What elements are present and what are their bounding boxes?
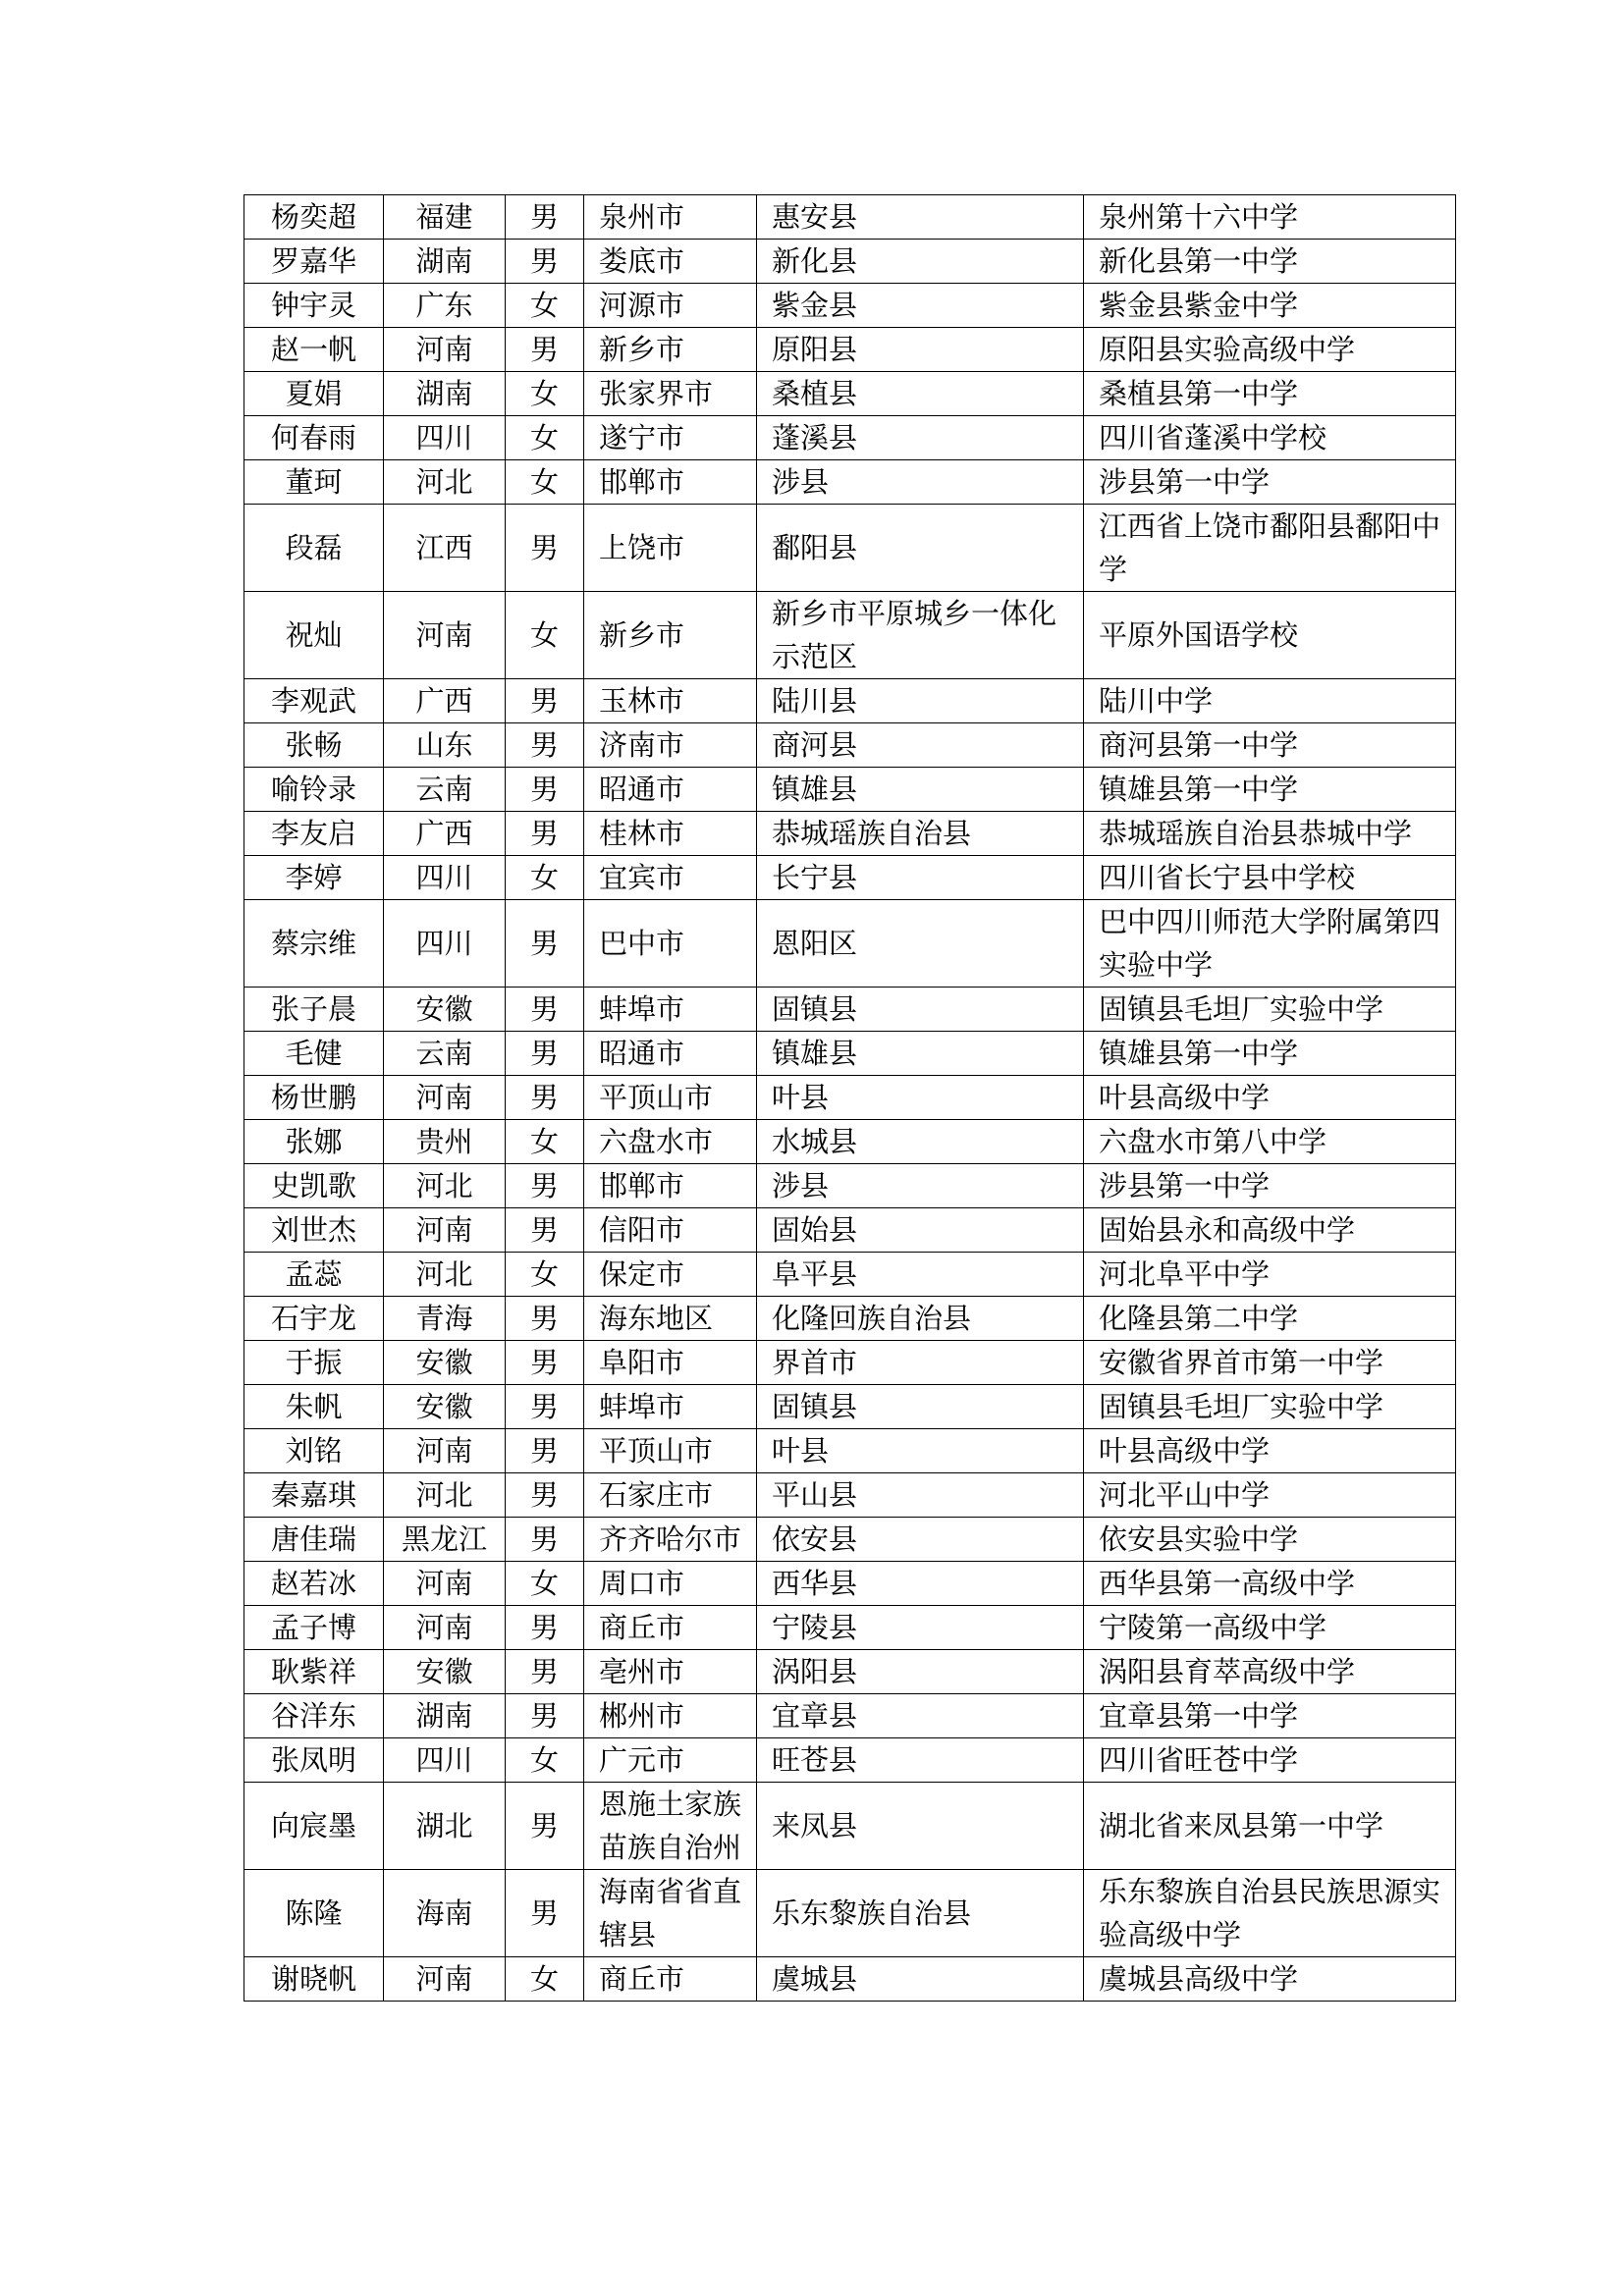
- province-cell: 青海: [384, 1297, 506, 1341]
- student-name-cell: 张娜: [244, 1120, 384, 1164]
- school-cell: 新化县第一中学: [1084, 240, 1456, 284]
- county-cell: 固始县: [757, 1208, 1084, 1253]
- city-cell: 商丘市: [584, 1606, 757, 1650]
- table-row: [244, 856, 1456, 900]
- school-cell: 桑植县第一中学: [1084, 372, 1456, 416]
- student-name-cell: 张凤明: [244, 1738, 384, 1783]
- city-cell: 上饶市: [584, 505, 757, 592]
- province-cell: 黑龙江: [384, 1518, 506, 1562]
- school-cell: 叶县高级中学: [1084, 1429, 1456, 1473]
- province-cell: 安徽: [384, 1385, 506, 1429]
- gender-cell: 男: [506, 900, 584, 988]
- city-cell: 海东地区: [584, 1297, 757, 1341]
- city-cell: 巴中市: [584, 900, 757, 988]
- gender-cell: 女: [506, 416, 584, 460]
- gender-cell: 男: [506, 1297, 584, 1341]
- school-cell: 紫金县紫金中学: [1084, 284, 1456, 328]
- province-cell: 河南: [384, 1562, 506, 1606]
- county-cell: 桑植县: [757, 372, 1084, 416]
- city-cell: 宜宾市: [584, 856, 757, 900]
- student-name-cell: 张畅: [244, 723, 384, 768]
- gender-cell: 男: [506, 1032, 584, 1076]
- gender-cell: 男: [506, 505, 584, 592]
- school-cell: 镇雄县第一中学: [1084, 1032, 1456, 1076]
- gender-cell: 男: [506, 1385, 584, 1429]
- gender-cell: 男: [506, 1076, 584, 1120]
- gender-cell: 男: [506, 723, 584, 768]
- county-cell: 涉县: [757, 460, 1084, 505]
- student-name-cell: 李观武: [244, 679, 384, 723]
- school-cell: 虞城县高级中学: [1084, 1957, 1456, 2002]
- school-cell: 陆川中学: [1084, 679, 1456, 723]
- table-row: [244, 1473, 1456, 1518]
- student-name-cell: 李友启: [244, 812, 384, 856]
- table-row: [244, 195, 1456, 240]
- student-name-cell: 朱帆: [244, 1385, 384, 1429]
- school-cell: 巴中四川师范大学附属第四实验中学: [1084, 900, 1456, 988]
- city-cell: 六盘水市: [584, 1120, 757, 1164]
- roster-body: [244, 195, 1456, 2002]
- city-cell: 河源市: [584, 284, 757, 328]
- table-row: [244, 284, 1456, 328]
- table-row: [244, 1297, 1456, 1341]
- city-cell: 平顶山市: [584, 1429, 757, 1473]
- gender-cell: 男: [506, 1606, 584, 1650]
- table-row: [244, 1253, 1456, 1297]
- table-row: [244, 1164, 1456, 1208]
- school-cell: 涡阳县育萃高级中学: [1084, 1650, 1456, 1694]
- county-cell: 阜平县: [757, 1253, 1084, 1297]
- gender-cell: 男: [506, 1783, 584, 1870]
- school-cell: 泉州第十六中学: [1084, 195, 1456, 240]
- table-row: [244, 1694, 1456, 1738]
- school-cell: 江西省上饶市鄱阳县鄱阳中学: [1084, 505, 1456, 592]
- province-cell: 福建: [384, 195, 506, 240]
- gender-cell: 男: [506, 812, 584, 856]
- table-row: [244, 240, 1456, 284]
- province-cell: 河南: [384, 592, 506, 679]
- province-cell: 贵州: [384, 1120, 506, 1164]
- student-name-cell: 于振: [244, 1341, 384, 1385]
- school-cell: 固镇县毛坦厂实验中学: [1084, 988, 1456, 1032]
- city-cell: 阜阳市: [584, 1341, 757, 1385]
- province-cell: 河北: [384, 460, 506, 505]
- county-cell: 虞城县: [757, 1957, 1084, 2002]
- student-name-cell: 赵一帆: [244, 328, 384, 372]
- city-cell: 昭通市: [584, 768, 757, 812]
- province-cell: 河北: [384, 1473, 506, 1518]
- city-cell: 邯郸市: [584, 460, 757, 505]
- gender-cell: 男: [506, 1473, 584, 1518]
- gender-cell: 男: [506, 1870, 584, 1957]
- county-cell: 原阳县: [757, 328, 1084, 372]
- table-row: [244, 1208, 1456, 1253]
- gender-cell: 男: [506, 1429, 584, 1473]
- gender-cell: 女: [506, 856, 584, 900]
- student-name-cell: 蔡宗维: [244, 900, 384, 988]
- student-name-cell: 刘铭: [244, 1429, 384, 1473]
- table-row: [244, 679, 1456, 723]
- province-cell: 河南: [384, 1076, 506, 1120]
- student-name-cell: 耿紫祥: [244, 1650, 384, 1694]
- county-cell: 叶县: [757, 1076, 1084, 1120]
- table-row: [244, 1870, 1456, 1957]
- county-cell: 旺苍县: [757, 1738, 1084, 1783]
- county-cell: 涡阳县: [757, 1650, 1084, 1694]
- gender-cell: 男: [506, 988, 584, 1032]
- table-row: [244, 1341, 1456, 1385]
- province-cell: 河北: [384, 1164, 506, 1208]
- student-name-cell: 何春雨: [244, 416, 384, 460]
- province-cell: 河南: [384, 1606, 506, 1650]
- county-cell: 来凤县: [757, 1783, 1084, 1870]
- province-cell: 云南: [384, 1032, 506, 1076]
- table-row: [244, 1957, 1456, 2002]
- student-name-cell: 孟子博: [244, 1606, 384, 1650]
- province-cell: 河南: [384, 1957, 506, 2002]
- table-row: [244, 1518, 1456, 1562]
- county-cell: 恩阳区: [757, 900, 1084, 988]
- city-cell: 玉林市: [584, 679, 757, 723]
- student-name-cell: 石宇龙: [244, 1297, 384, 1341]
- province-cell: 安徽: [384, 988, 506, 1032]
- table-row: [244, 1783, 1456, 1870]
- city-cell: 周口市: [584, 1562, 757, 1606]
- county-cell: 长宁县: [757, 856, 1084, 900]
- county-cell: 乐东黎族自治县: [757, 1870, 1084, 1957]
- school-cell: 西华县第一高级中学: [1084, 1562, 1456, 1606]
- school-cell: 涉县第一中学: [1084, 1164, 1456, 1208]
- school-cell: 河北平山中学: [1084, 1473, 1456, 1518]
- gender-cell: 女: [506, 1957, 584, 2002]
- table-row: [244, 372, 1456, 416]
- province-cell: 海南: [384, 1870, 506, 1957]
- county-cell: 新乡市平原城乡一体化示范区: [757, 592, 1084, 679]
- gender-cell: 女: [506, 1562, 584, 1606]
- province-cell: 河南: [384, 328, 506, 372]
- city-cell: 桂林市: [584, 812, 757, 856]
- county-cell: 镇雄县: [757, 1032, 1084, 1076]
- province-cell: 广西: [384, 812, 506, 856]
- student-name-cell: 孟蕊: [244, 1253, 384, 1297]
- province-cell: 安徽: [384, 1341, 506, 1385]
- student-name-cell: 祝灿: [244, 592, 384, 679]
- city-cell: 齐齐哈尔市: [584, 1518, 757, 1562]
- county-cell: 镇雄县: [757, 768, 1084, 812]
- school-cell: 恭城瑶族自治县恭城中学: [1084, 812, 1456, 856]
- student-name-cell: 陈隆: [244, 1870, 384, 1957]
- county-cell: 固镇县: [757, 988, 1084, 1032]
- county-cell: 固镇县: [757, 1385, 1084, 1429]
- province-cell: 四川: [384, 856, 506, 900]
- province-cell: 湖南: [384, 240, 506, 284]
- county-cell: 陆川县: [757, 679, 1084, 723]
- gender-cell: 男: [506, 1164, 584, 1208]
- student-name-cell: 赵若冰: [244, 1562, 384, 1606]
- student-name-cell: 喻铃录: [244, 768, 384, 812]
- gender-cell: 男: [506, 1518, 584, 1562]
- school-cell: 乐东黎族自治县民族思源实验高级中学: [1084, 1870, 1456, 1957]
- student-name-cell: 董珂: [244, 460, 384, 505]
- county-cell: 平山县: [757, 1473, 1084, 1518]
- city-cell: 邯郸市: [584, 1164, 757, 1208]
- student-name-cell: 段磊: [244, 505, 384, 592]
- student-name-cell: 史凯歌: [244, 1164, 384, 1208]
- county-cell: 水城县: [757, 1120, 1084, 1164]
- city-cell: 石家庄市: [584, 1473, 757, 1518]
- city-cell: 亳州市: [584, 1650, 757, 1694]
- province-cell: 四川: [384, 416, 506, 460]
- gender-cell: 男: [506, 679, 584, 723]
- gender-cell: 女: [506, 592, 584, 679]
- province-cell: 湖南: [384, 372, 506, 416]
- city-cell: 广元市: [584, 1738, 757, 1783]
- gender-cell: 男: [506, 1208, 584, 1253]
- school-cell: 平原外国语学校: [1084, 592, 1456, 679]
- province-cell: 四川: [384, 1738, 506, 1783]
- table-row: [244, 988, 1456, 1032]
- table-row: [244, 1032, 1456, 1076]
- county-cell: 惠安县: [757, 195, 1084, 240]
- table-row: [244, 1650, 1456, 1694]
- gender-cell: 男: [506, 1341, 584, 1385]
- school-cell: 叶县高级中学: [1084, 1076, 1456, 1120]
- school-cell: 固镇县毛坦厂实验中学: [1084, 1385, 1456, 1429]
- student-roster-table: [244, 194, 1456, 2002]
- city-cell: 张家界市: [584, 372, 757, 416]
- city-cell: 平顶山市: [584, 1076, 757, 1120]
- county-cell: 商河县: [757, 723, 1084, 768]
- province-cell: 山东: [384, 723, 506, 768]
- county-cell: 宁陵县: [757, 1606, 1084, 1650]
- school-cell: 宁陵第一高级中学: [1084, 1606, 1456, 1650]
- student-name-cell: 罗嘉华: [244, 240, 384, 284]
- gender-cell: 男: [506, 195, 584, 240]
- city-cell: 海南省省直辖县: [584, 1870, 757, 1957]
- school-cell: 化隆县第二中学: [1084, 1297, 1456, 1341]
- table-row: [244, 592, 1456, 679]
- gender-cell: 男: [506, 768, 584, 812]
- county-cell: 恭城瑶族自治县: [757, 812, 1084, 856]
- gender-cell: 女: [506, 1120, 584, 1164]
- school-cell: 固始县永和高级中学: [1084, 1208, 1456, 1253]
- county-cell: 依安县: [757, 1518, 1084, 1562]
- county-cell: 鄱阳县: [757, 505, 1084, 592]
- city-cell: 蚌埠市: [584, 988, 757, 1032]
- student-name-cell: 张子晨: [244, 988, 384, 1032]
- school-cell: 四川省旺苍中学: [1084, 1738, 1456, 1783]
- school-cell: 依安县实验中学: [1084, 1518, 1456, 1562]
- student-name-cell: 谢晓帆: [244, 1957, 384, 2002]
- table-row: [244, 1385, 1456, 1429]
- county-cell: 化隆回族自治县: [757, 1297, 1084, 1341]
- gender-cell: 男: [506, 240, 584, 284]
- county-cell: 宜章县: [757, 1694, 1084, 1738]
- student-name-cell: 秦嘉琪: [244, 1473, 384, 1518]
- city-cell: 信阳市: [584, 1208, 757, 1253]
- province-cell: 湖北: [384, 1783, 506, 1870]
- city-cell: 恩施土家族苗族自治州: [584, 1783, 757, 1870]
- county-cell: 新化县: [757, 240, 1084, 284]
- city-cell: 娄底市: [584, 240, 757, 284]
- gender-cell: 女: [506, 372, 584, 416]
- school-cell: 四川省蓬溪中学校: [1084, 416, 1456, 460]
- province-cell: 江西: [384, 505, 506, 592]
- province-cell: 河北: [384, 1253, 506, 1297]
- school-cell: 六盘水市第八中学: [1084, 1120, 1456, 1164]
- table-row: [244, 505, 1456, 592]
- city-cell: 商丘市: [584, 1957, 757, 2002]
- student-name-cell: 钟宇灵: [244, 284, 384, 328]
- province-cell: 云南: [384, 768, 506, 812]
- school-cell: 镇雄县第一中学: [1084, 768, 1456, 812]
- gender-cell: 女: [506, 1738, 584, 1783]
- province-cell: 广东: [384, 284, 506, 328]
- city-cell: 新乡市: [584, 328, 757, 372]
- table-row: [244, 1429, 1456, 1473]
- gender-cell: 男: [506, 1650, 584, 1694]
- school-cell: 安徽省界首市第一中学: [1084, 1341, 1456, 1385]
- province-cell: 四川: [384, 900, 506, 988]
- gender-cell: 男: [506, 328, 584, 372]
- city-cell: 蚌埠市: [584, 1385, 757, 1429]
- county-cell: 紫金县: [757, 284, 1084, 328]
- province-cell: 广西: [384, 679, 506, 723]
- county-cell: 涉县: [757, 1164, 1084, 1208]
- school-cell: 原阳县实验高级中学: [1084, 328, 1456, 372]
- student-name-cell: 夏娟: [244, 372, 384, 416]
- school-cell: 四川省长宁县中学校: [1084, 856, 1456, 900]
- student-name-cell: 谷洋东: [244, 1694, 384, 1738]
- student-name-cell: 李婷: [244, 856, 384, 900]
- table-row: [244, 1076, 1456, 1120]
- table-row: [244, 1606, 1456, 1650]
- county-cell: 叶县: [757, 1429, 1084, 1473]
- school-cell: 河北阜平中学: [1084, 1253, 1456, 1297]
- school-cell: 涉县第一中学: [1084, 460, 1456, 505]
- province-cell: 河南: [384, 1429, 506, 1473]
- province-cell: 安徽: [384, 1650, 506, 1694]
- city-cell: 保定市: [584, 1253, 757, 1297]
- gender-cell: 女: [506, 1253, 584, 1297]
- county-cell: 西华县: [757, 1562, 1084, 1606]
- city-cell: 新乡市: [584, 592, 757, 679]
- student-name-cell: 毛健: [244, 1032, 384, 1076]
- student-name-cell: 刘世杰: [244, 1208, 384, 1253]
- table-row: [244, 768, 1456, 812]
- city-cell: 昭通市: [584, 1032, 757, 1076]
- city-cell: 遂宁市: [584, 416, 757, 460]
- student-name-cell: 唐佳瑞: [244, 1518, 384, 1562]
- county-cell: 界首市: [757, 1341, 1084, 1385]
- table-row: [244, 416, 1456, 460]
- school-cell: 湖北省来凤县第一中学: [1084, 1783, 1456, 1870]
- gender-cell: 男: [506, 1694, 584, 1738]
- table-row: [244, 328, 1456, 372]
- table-row: [244, 812, 1456, 856]
- province-cell: 河南: [384, 1208, 506, 1253]
- table-row: [244, 1120, 1456, 1164]
- city-cell: 郴州市: [584, 1694, 757, 1738]
- school-cell: 宜章县第一中学: [1084, 1694, 1456, 1738]
- table-row: [244, 1562, 1456, 1606]
- school-cell: 商河县第一中学: [1084, 723, 1456, 768]
- gender-cell: 女: [506, 284, 584, 328]
- student-name-cell: 向宸墨: [244, 1783, 384, 1870]
- table-row: [244, 900, 1456, 988]
- gender-cell: 女: [506, 460, 584, 505]
- student-name-cell: 杨奕超: [244, 195, 384, 240]
- student-name-cell: 杨世鹏: [244, 1076, 384, 1120]
- county-cell: 蓬溪县: [757, 416, 1084, 460]
- city-cell: 泉州市: [584, 195, 757, 240]
- province-cell: 湖南: [384, 1694, 506, 1738]
- city-cell: 济南市: [584, 723, 757, 768]
- table-row: [244, 460, 1456, 505]
- table-row: [244, 1738, 1456, 1783]
- table-row: [244, 723, 1456, 768]
